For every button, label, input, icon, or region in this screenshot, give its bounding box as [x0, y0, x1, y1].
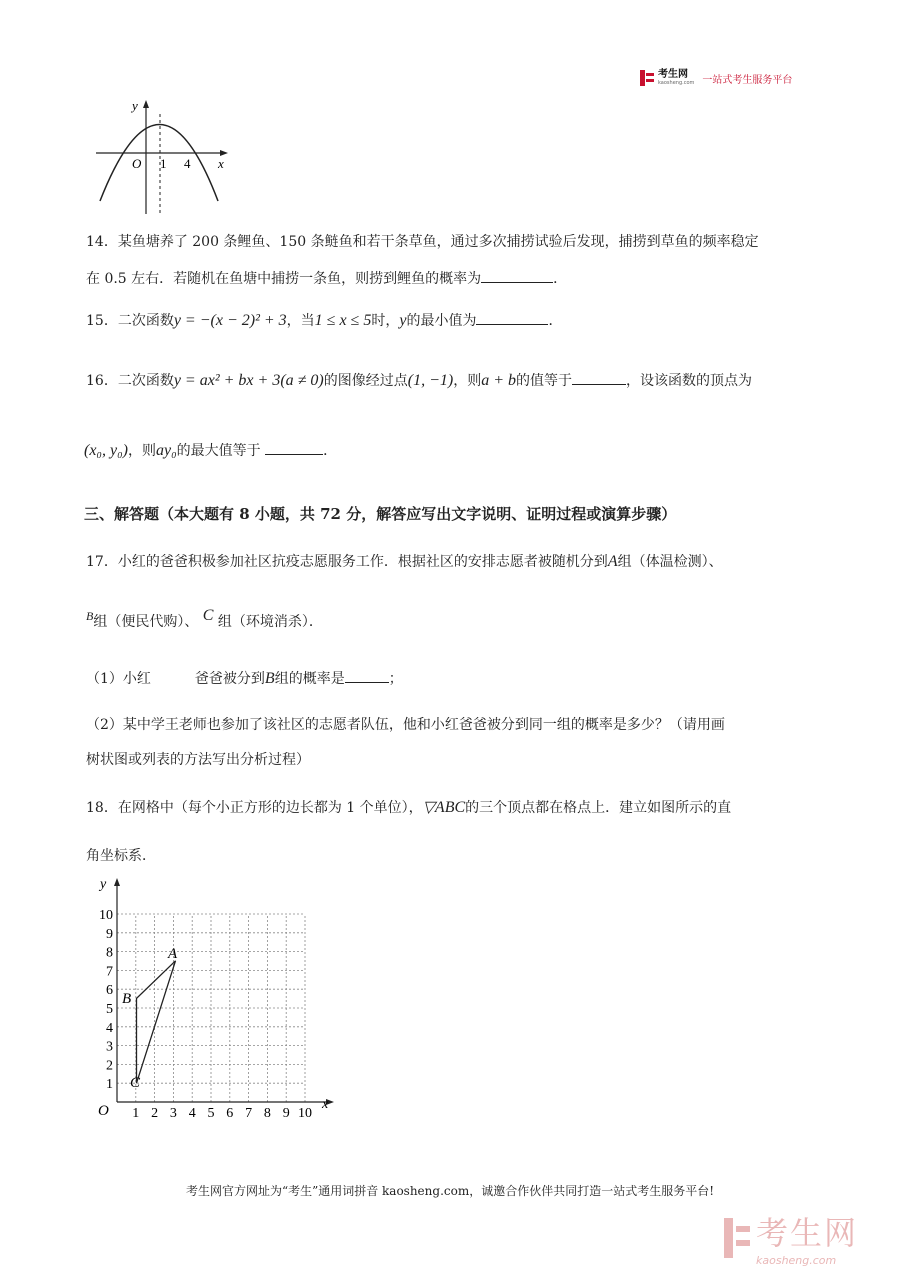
q15-range: 1 ≤ x ≤ 5	[314, 312, 372, 329]
q17-part1: （1）小红 爸爸被分到B组的概率是 ；	[86, 670, 403, 687]
q16-formula: y = ax² + bx + 3(a ≠ 0)	[173, 372, 324, 389]
x-tick-label: 2	[151, 1106, 159, 1120]
q15: 15．二次函数y = −(x − 2)² + 3，当1 ≤ x ≤ 5时，y的最小值为 ．	[86, 312, 563, 329]
brand-domain: kaosheng.com	[658, 80, 695, 86]
parabola-figure	[94, 96, 234, 216]
y-tick-label: 2	[106, 1058, 113, 1074]
grid-origin: O	[98, 1103, 109, 1119]
watermark-logo-icon	[724, 1218, 750, 1258]
parabola-tick-4: 4	[184, 156, 191, 171]
header-logo	[640, 70, 792, 86]
watermark	[724, 1208, 858, 1267]
x-tick-label: 4	[188, 1106, 196, 1120]
x-tick-label: 8	[263, 1106, 271, 1120]
point-c-label: C	[130, 1075, 141, 1091]
q16-answer-blank-1[interactable]	[572, 370, 626, 385]
x-tick-label: 9	[282, 1106, 290, 1120]
grid-x-label: x	[322, 1097, 329, 1112]
y-tick-label: 1	[106, 1077, 113, 1093]
y-tick-label: 9	[106, 926, 113, 942]
point-b-label: B	[122, 991, 132, 1007]
footer-text: 考生网官方网址为“考生”通用词拼音 kaosheng.com，诚邀合作伙伴共同打造一站式考生服务平台!	[185, 1184, 715, 1198]
watermark-brand: 考生网	[756, 1214, 859, 1252]
brand-name: 考生网	[658, 69, 688, 80]
q17-line1: 17．小红的爸爸积极参加社区抗疫志愿服务工作．根据社区的安排志愿者被随机分到A组（体温检测）、	[86, 553, 723, 570]
y-tick-label: 8	[106, 945, 113, 961]
q16-line1: 16．二次函数y = ax² + bx + 3(a ≠ 0)的图像经过点(1, −1)，则a + b的值等于 ，设该函数的顶点为	[86, 372, 753, 389]
y-tick-label: 4	[106, 1020, 113, 1036]
q14-line1: 14．某鱼塘养了 200 条鲤鱼、150 条鲢鱼和若干条草鱼，通过多次捕捞试验后发现，捕捞到草鱼的频率稳定	[86, 234, 759, 250]
parabola-tick-1: 1	[160, 156, 167, 171]
q14-answer-blank[interactable]	[481, 268, 553, 283]
q18-line1: 18．在网格中（每个小正方形的边长都为 1 个单位），▽ABC的三个顶点都在格点上．建立如图所示的直	[86, 799, 732, 816]
grid-figure	[90, 870, 340, 1120]
y-tick-label: 6	[106, 983, 113, 999]
q15-formula: y = −(x − 2)² + 3	[173, 312, 287, 329]
grid-y-label: y	[100, 877, 107, 892]
logo-icon	[640, 70, 654, 86]
x-tick-label: 5	[207, 1106, 215, 1120]
brand-slogan: 一站式考生服务平台	[702, 74, 793, 86]
x-tick-label: 3	[169, 1106, 177, 1120]
y-tick-label: 5	[106, 1002, 113, 1017]
x-tick-label: 1	[132, 1106, 140, 1120]
point-a-label: A	[168, 946, 178, 962]
q17-answer-blank[interactable]	[345, 668, 389, 683]
triangle-abc	[137, 961, 176, 1083]
parabola-y-label: y	[132, 98, 138, 113]
parabola-origin: O	[132, 156, 142, 171]
q17-line2: B组（便民代购）、 C 组（环境消杀）．	[86, 607, 323, 630]
x-tick-label: 10	[298, 1106, 312, 1120]
q17-part2-line2: 树状图或列表的方法写出分析过程）	[86, 752, 310, 768]
q16-vertex: (x₀, y₀)	[84, 442, 128, 459]
x-tick-label: 6	[226, 1106, 234, 1120]
parabola-x-label: x	[218, 156, 224, 171]
q17-part2-line1: （2）某中学王老师也参加了该社区的志愿者队伍，他和小红爸爸被分到同一组的概率是多少？（请用画	[86, 717, 725, 733]
y-tick-label: 10	[99, 908, 113, 923]
watermark-domain: kaosheng.com	[756, 1254, 837, 1267]
y-tick-label: 3	[106, 1039, 113, 1055]
y-tick-label: 7	[106, 964, 113, 980]
q16-point: (1, −1)	[407, 372, 454, 389]
q16-answer-blank-2[interactable]	[265, 440, 323, 455]
x-tick-label: 7	[245, 1106, 253, 1120]
q16-line2: (x₀, y₀)，则ay₀的最大值等于 ．	[84, 442, 338, 459]
q15-answer-blank[interactable]	[476, 310, 548, 325]
q18-line2: 角坐标系．	[86, 848, 156, 864]
q14-line2: 在 0.5 左右．若随机在鱼塘中捕捞一条鱼，则捞到鲤鱼的概率为 ．	[86, 268, 567, 289]
section-3-heading: 三、解答题（本大题有 8 小题，共 72 分，解答应写出文字说明、证明过程或演算步骤）	[84, 505, 677, 523]
q18-triangle: ▽ABC	[422, 799, 466, 816]
